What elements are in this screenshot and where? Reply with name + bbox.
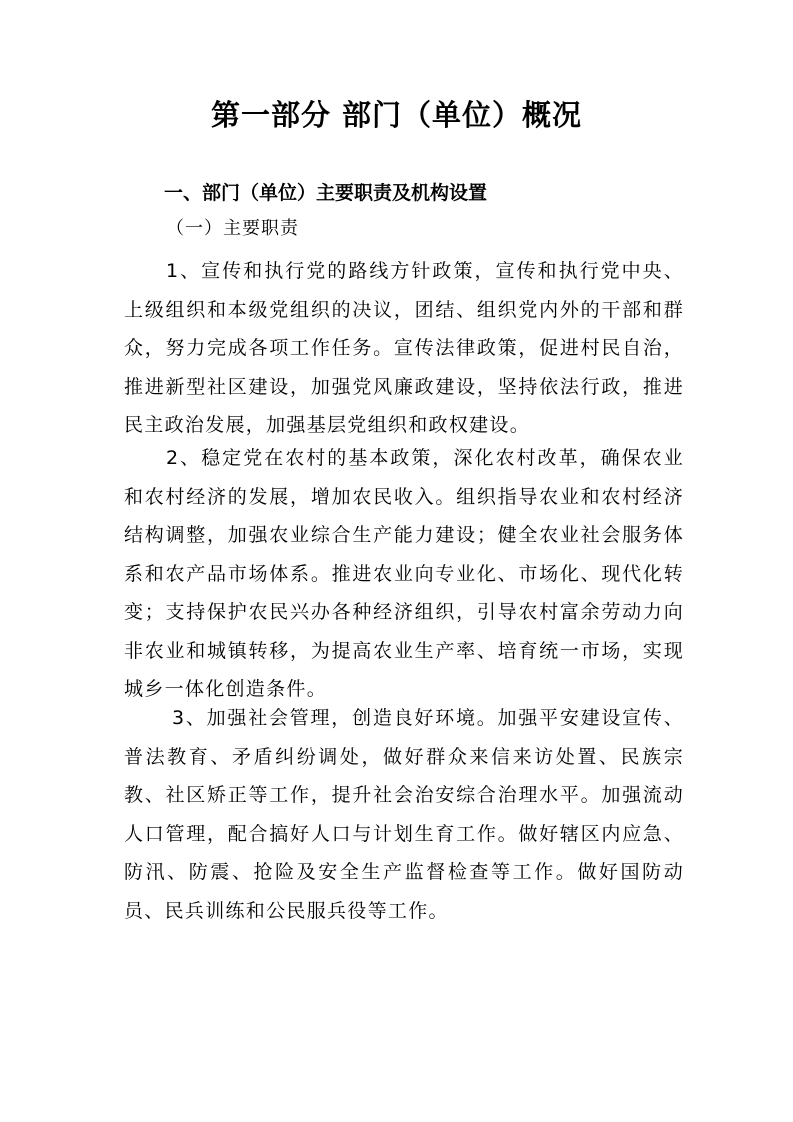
document-title: 第一部分 部门（单位）概况 xyxy=(210,98,583,132)
duty-paragraph-1: 1、宣传和执行党的路线方针政策，宣传和执行党中央、上级组织和本级党组织的决议，团结、组织党内外的干部和群众，努力完成各项工作任务。宣传法律政策，促进村民自治，推进新型社区建设，加强党风廉政建设，坚持依法行政，推进民主政治发展，加强基层党组织和政权建设。 xyxy=(124,260,684,436)
sub-heading-main-duties: （一）主要职责 xyxy=(166,218,299,239)
duty-paragraph-2: 2、稳定党在农村的基本政策，深化农村改革，确保农业和农村经济的发展，增加农民收入。组织指导农业和农村经济结构调整，加强农业综合生产能力建设；健全农业社会服务体系和农产品市场体系。推进农业向专业化、市场化、现代化转变；支持保护农民兴办各种经济组织，引导农村富余劳动力向非农业和城镇转移，为提高农业生产率、培育统一市场，实现城乡一体化创造条件。 xyxy=(124,447,684,700)
duty-paragraph-3: 3、加强社会管理，创造良好环境。加强平安建设宣传、普法教育、矛盾纠纷调处，做好群众来信来访处置、民族宗教、社区矫正等工作，提升社会治安综合治理水平。加强流动人口管理，配合搞好人口与计划生育工作。做好辖区内应急、防汛、防震、抢险及安全生产监督检查等工作。做好国防动员、民兵训练和公民服兵役等工作。 xyxy=(124,707,684,922)
section-heading: 一、部门（单位）主要职责及机构设置 xyxy=(164,182,488,204)
